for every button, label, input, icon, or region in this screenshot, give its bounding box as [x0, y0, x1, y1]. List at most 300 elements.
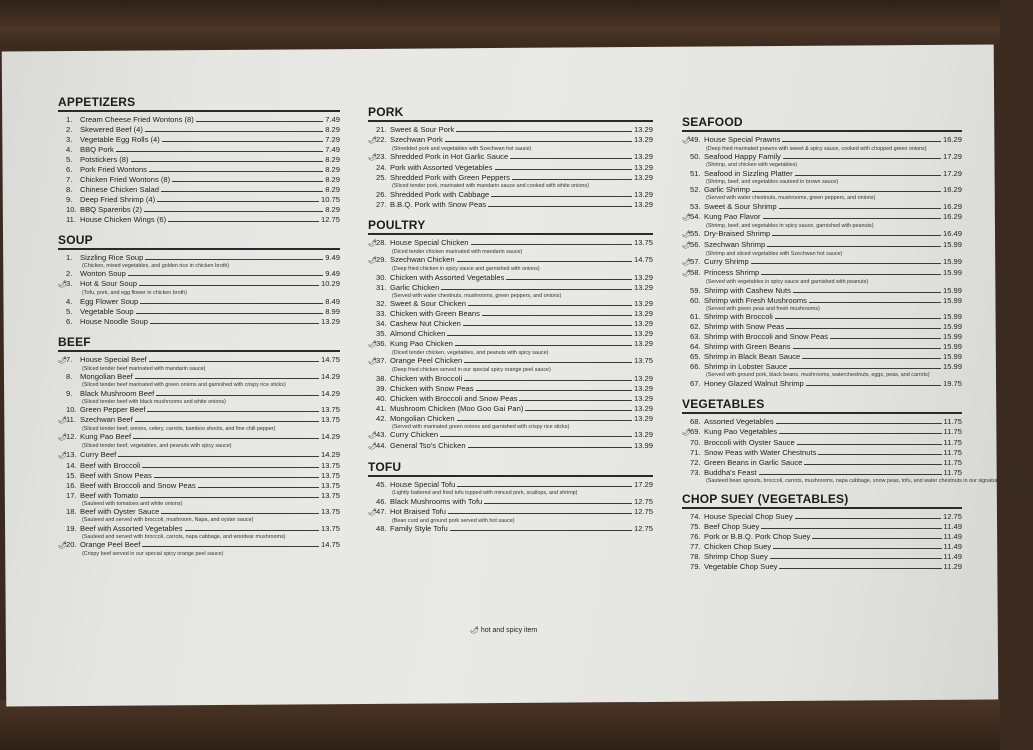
leader-line [448, 513, 632, 514]
item-number: 11. [66, 415, 76, 425]
item-price: 8.29 [325, 125, 340, 134]
item-name: Shrimp with Fresh Mushrooms [704, 295, 807, 305]
item-description: (Diced tender chicken marinated with mandarin sauce) [392, 248, 523, 255]
item-price: 13.29 [633, 163, 653, 173]
item-description: (Sliced tender beef marinated with mandarin sauce) [82, 365, 206, 372]
spicy-legend [470, 626, 537, 634]
leader-line [471, 244, 632, 245]
item-price: 13.29 [633, 152, 653, 162]
item-name: Curry Chicken [390, 430, 439, 440]
leader-line [476, 390, 632, 391]
item-number: 73. [690, 467, 701, 477]
item-number: 2. [66, 269, 73, 279]
leader-line [779, 433, 942, 434]
menu-item [682, 438, 962, 448]
section-divider [368, 233, 653, 235]
item-number: 31. [376, 282, 387, 292]
menu-section [682, 492, 962, 572]
item-price: 13.99 [633, 441, 653, 451]
item-name: House Special Prawns [704, 135, 781, 144]
item-price: 8.29 [325, 175, 340, 184]
item-number: 42. [376, 413, 387, 423]
menu-item [58, 405, 340, 415]
item-description: (Sliced tender beef, onions, celery, carrots, bamboo shoots, and fine chili pepper) [82, 426, 276, 433]
menu-item [368, 273, 653, 283]
item-number: 3. [66, 279, 73, 289]
item-description: (Served with marinated green onions and garnished with crispy rice sticks) [392, 423, 570, 430]
item-price: 19.75 [942, 378, 962, 388]
menu-item [682, 417, 962, 427]
section-title: BEEF [58, 334, 91, 349]
item-name: Beef with Snow Peas [80, 470, 152, 480]
item-name: Vegetable Chop Suey [704, 562, 778, 572]
leader-line [510, 158, 632, 159]
item-description: (Shrimp, and chicken with vegetables) [706, 162, 798, 169]
item-price: 13.29 [633, 282, 653, 292]
item-number: 46. [376, 496, 387, 506]
pepper-icon: 🌶 [682, 428, 691, 436]
item-price: 13.29 [633, 413, 653, 423]
item-name: General Tso's Chicken [390, 441, 466, 451]
menu-item [58, 297, 340, 307]
menu-item [58, 461, 340, 471]
item-price: 13.75 [320, 405, 340, 415]
menu-item [58, 185, 340, 195]
menu-item [58, 125, 340, 135]
menu-item [58, 115, 340, 125]
pepper-icon: 🌶 [58, 417, 67, 425]
item-number: 15. [66, 470, 77, 480]
section-divider [682, 412, 962, 414]
menu-item [58, 279, 340, 290]
menu-item [368, 507, 653, 518]
item-name: Pork Fried Wontons [80, 165, 147, 174]
leader-line [519, 400, 632, 401]
item-number: 78. [690, 552, 701, 562]
item-name: Shrimp with Green Beans [704, 342, 791, 352]
menu-item [368, 441, 653, 452]
menu-section [368, 460, 653, 534]
item-name: House Noodle Soup [80, 316, 148, 326]
item-description: (Bean curd and ground pork served with hot sauce) [392, 517, 515, 524]
item-name: B.B.Q. Pork with Snow Peas [390, 199, 487, 209]
item-price: 13.29 [633, 135, 653, 144]
item-price: 11.75 [943, 426, 962, 436]
item-description: (Diced tender chicken, vegetables, and peanuts with spicy sauce) [392, 350, 549, 357]
menu-item [58, 165, 340, 175]
pepper-icon: 🌶 [368, 137, 377, 144]
item-description: (Shrimp, beef, and vegetables sauteed in brown sauce) [706, 178, 839, 185]
item-number: 47. [376, 506, 387, 516]
item-name: Shrimp with Broccoli and Snow Peas [704, 332, 829, 342]
item-price: 14.29 [320, 388, 340, 398]
menu-item [368, 497, 653, 507]
leader-line [161, 191, 323, 192]
menu-item [58, 155, 340, 165]
menu-item [368, 404, 653, 414]
leader-line [139, 285, 319, 286]
item-number: 79. [690, 562, 701, 572]
item-name: Shrimp with Cashew Nuts [704, 285, 791, 295]
item-number: 4. [66, 296, 73, 306]
menu-item [58, 215, 340, 225]
menu-item [682, 512, 962, 522]
leader-line [795, 518, 941, 519]
leader-line [809, 302, 941, 303]
item-name: Buddha's Feast [704, 467, 757, 477]
leader-line [782, 141, 941, 142]
menu-item [58, 135, 340, 145]
pepper-icon: 🌶 [368, 443, 377, 451]
item-description: (Sliced tender beef with black mushrooms and white onions) [82, 398, 226, 405]
item-price: 14.75 [320, 354, 340, 364]
item-name: Black Mushrooms with Tofu [390, 496, 483, 506]
item-name: Shrimp Chop Suey [704, 552, 768, 562]
section-title: SOUP [58, 233, 93, 247]
leader-line [457, 486, 632, 487]
item-name: BBQ Pork [80, 145, 114, 154]
item-name: Beef with Broccoli [80, 460, 141, 470]
item-price: 15.99 [942, 342, 962, 352]
item-price: 13.29 [633, 383, 653, 393]
menu-item [368, 125, 653, 135]
pepper-icon: 🌶 [368, 154, 377, 162]
item-price: 13.75 [320, 460, 340, 470]
pepper-icon: 🌶 [682, 231, 691, 239]
item-price: 10.29 [320, 279, 340, 289]
item-name: Shrimp with Snow Peas [704, 322, 785, 332]
leader-line [150, 323, 319, 324]
leader-line [447, 335, 632, 336]
item-name: Shrimp in Lobster Sauce [704, 362, 788, 372]
leader-line [441, 289, 632, 290]
leader-line [759, 474, 942, 475]
leader-line [135, 421, 319, 422]
item-price: 13.29 [633, 393, 653, 403]
leader-line [128, 275, 323, 276]
item-price: 13.29 [633, 339, 653, 349]
item-price: 13.29 [633, 173, 653, 183]
menu-item [368, 339, 653, 350]
menu-item [682, 379, 962, 389]
item-number: 5. [66, 306, 73, 316]
item-number: 30. [376, 272, 387, 282]
section-title: VEGETABLES [682, 396, 765, 411]
item-name: Chicken with Broccoli and Snow Peas [390, 393, 518, 403]
section-title: POULTRY [368, 217, 426, 232]
menu-item [58, 175, 340, 185]
item-number: 55. [690, 229, 701, 239]
item-price: 17.29 [942, 152, 962, 162]
item-price: 13.29 [633, 125, 653, 134]
item-name: Assorted Vegetables [704, 416, 774, 426]
item-description: (Sauteed and served with broccoli, mushroom, Napa, and oyster sauce) [82, 517, 254, 524]
pepper-icon: 🌶 [682, 242, 691, 250]
menu-item [58, 507, 340, 517]
item-number: 44. [376, 441, 387, 451]
leader-line [133, 438, 319, 439]
menu-item [682, 458, 962, 468]
leader-line [161, 513, 319, 514]
item-description: (Sliced tender pork, marinated with mandarin sauce and cooked with white onions) [392, 183, 589, 190]
menu-item [682, 352, 962, 362]
menu-item [368, 394, 653, 404]
menu-item [58, 355, 340, 366]
menu-item [368, 384, 653, 394]
item-price: 13.75 [320, 523, 340, 533]
item-description: (Sliced tender beef, vegetables, and peanuts with spicy sauce) [82, 443, 232, 450]
item-price: 13.75 [633, 356, 653, 366]
table-surface-top [0, 0, 1000, 48]
item-price: 16.29 [942, 135, 962, 144]
item-description: (Sauteed bean sprouts, broccoli, carrots, mushrooms, napa cabbage, snow peas, tofu, and water chestnuts in our signature garlic sauce) [706, 477, 1033, 484]
item-number: 7. [66, 354, 73, 364]
item-price: 10.75 [320, 195, 340, 204]
menu-column-1 [58, 95, 340, 565]
item-number: 58. [690, 268, 701, 278]
leader-line [484, 503, 632, 504]
item-price: 8.29 [325, 205, 340, 214]
menu-item [58, 450, 340, 461]
item-name: Shredded Pork in Hot Garlic Sauce [390, 152, 509, 162]
menu-item [682, 322, 962, 332]
item-name: Beef with Oyster Sauce [80, 507, 160, 517]
leader-line [198, 487, 319, 488]
item-name: Black Mushroom Beef [80, 388, 155, 398]
item-number: 1. [66, 253, 73, 262]
section-divider [368, 475, 653, 477]
menu-section [58, 335, 340, 558]
item-name: Shredded Pork with Cabbage [390, 189, 490, 199]
item-number: 74. [690, 512, 701, 522]
item-name: Pork with Assorted Vegetables [390, 163, 493, 173]
item-number: 9. [66, 195, 73, 204]
item-price: 9.49 [325, 269, 340, 279]
item-price: 15.99 [942, 332, 962, 342]
leader-line [136, 313, 324, 314]
leader-line [135, 378, 319, 379]
leader-line [804, 464, 941, 465]
item-price: 13.75 [633, 237, 653, 247]
item-price: 8.29 [325, 165, 340, 174]
leader-line [793, 292, 941, 293]
item-number: 28. [376, 237, 387, 247]
item-price: 13.75 [320, 507, 340, 517]
item-price: 16.29 [942, 201, 962, 211]
item-name: Orange Peel Beef [80, 540, 141, 550]
item-name: Mongolian Beef [80, 372, 133, 382]
leader-line [156, 395, 319, 396]
item-name: Hot & Sour Soup [80, 279, 137, 289]
menu-item [368, 309, 653, 319]
item-price: 11.75 [943, 416, 962, 426]
menu-item [58, 317, 340, 327]
leader-line [456, 131, 632, 132]
menu-item [58, 145, 340, 155]
item-name: Chicken with Assorted Vegetables [390, 272, 505, 282]
item-number: 6. [66, 316, 73, 326]
menu-section [682, 115, 962, 389]
menu-item [58, 481, 340, 491]
item-name: Cream Cheese Fried Wontons (8) [80, 115, 194, 124]
menu-item [58, 269, 340, 279]
item-name: Egg Flower Soup [80, 296, 139, 306]
leader-line [761, 528, 941, 529]
item-description: (Served with water chestnuts, mushrooms, green peppers, and onions) [392, 292, 562, 299]
item-name: Kung Pao Flavor [704, 211, 761, 221]
item-name: Garlic Chicken [390, 282, 440, 292]
menu-item [368, 135, 653, 146]
menu-item [58, 471, 340, 481]
menu-item [368, 329, 653, 339]
item-name: Kung Pao Chicken [390, 339, 453, 349]
item-number: 54. [690, 211, 701, 221]
item-number: 65. [690, 352, 701, 362]
item-name: Green Beans in Garlic Sauce [704, 457, 803, 467]
item-name: Chicken Fried Wontons (8) [80, 175, 171, 184]
item-name: Green Pepper Beef [80, 405, 146, 415]
leader-line [457, 261, 632, 262]
leader-line [783, 158, 941, 159]
leader-line [154, 477, 319, 478]
pepper-icon: 🌶 [368, 257, 377, 265]
item-number: 60. [690, 295, 701, 305]
menu-item [682, 268, 962, 279]
menu-item [682, 542, 962, 552]
leader-line [789, 368, 941, 369]
item-price: 7.49 [325, 145, 340, 154]
pepper-icon: 🌶 [682, 213, 691, 221]
leader-line [140, 303, 323, 304]
item-description: (Sauteed with tomatoes and white onions) [82, 500, 183, 507]
menu-item [368, 190, 653, 200]
menu-item [682, 185, 962, 195]
item-price: 12.75 [633, 496, 653, 506]
item-name: Curry Shrimp [704, 257, 749, 267]
leader-line [797, 444, 942, 445]
item-name: Szechwan Pork [390, 135, 443, 144]
item-price: 16.29 [942, 211, 962, 221]
item-number: 53. [690, 201, 701, 211]
leader-line [140, 497, 319, 498]
item-number: 1. [66, 115, 73, 124]
item-number: 57. [690, 257, 701, 267]
item-price: 7.29 [325, 135, 340, 144]
leader-line [491, 196, 632, 197]
item-price: 13.75 [320, 470, 340, 480]
item-price: 13.29 [633, 272, 653, 282]
pepper-icon: 🌶 [470, 627, 479, 634]
item-price: 9.49 [325, 253, 340, 262]
item-number: 23. [376, 152, 387, 162]
item-name: House Special Tofu [390, 480, 456, 490]
pepper-icon: 🌶 [368, 341, 377, 349]
item-price: 12.75 [942, 512, 962, 522]
item-description: (Served with ground pork, black beans, mushrooms, waterchestnuts, eggs, peas, and carrots) [706, 372, 930, 379]
leader-line [440, 436, 632, 437]
leader-line [767, 246, 941, 247]
item-name: Chinese Chicken Salad [80, 185, 159, 194]
item-name: Orange Peel Chicken [390, 356, 463, 366]
item-name: Sweet & Sour Shrimp [704, 201, 777, 211]
menu-item [682, 362, 962, 372]
item-number: 64. [690, 342, 701, 352]
leader-line [147, 411, 319, 412]
item-name: Szechwan Beef [80, 415, 133, 425]
pepper-icon: 🌶 [58, 356, 67, 364]
item-name: Wonton Soup [80, 269, 126, 279]
leader-line [196, 121, 323, 122]
item-description: (Deep fried marinated prawns with sweet & spicy sauce, cooked with chopped green onions) [706, 146, 927, 152]
leader-line [116, 151, 323, 152]
item-name: Szechwan Chicken [390, 255, 455, 265]
menu-item [368, 356, 653, 367]
item-number: 34. [376, 319, 387, 329]
item-name: House Chicken Wings (6) [80, 215, 167, 224]
item-name: Shrimp with Broccoli [704, 312, 773, 322]
item-number: 38. [376, 373, 387, 383]
item-description: (Crispy beef served in our special spicy orange peel sauce) [82, 551, 224, 558]
pepper-icon: 🌶 [58, 451, 67, 459]
item-name: Seafood Happy Family [704, 152, 781, 162]
leader-line [149, 171, 323, 172]
item-price: 15.99 [942, 352, 962, 362]
menu-item [58, 415, 340, 426]
pepper-icon: 🌶 [682, 137, 691, 144]
item-number: 76. [690, 532, 701, 542]
section-divider [368, 120, 653, 122]
item-number: 4. [66, 145, 73, 154]
item-number: 2. [66, 125, 73, 134]
item-description: (Deep fried chicken served in our special spicy orange peel sauce) [392, 367, 551, 374]
item-price: 12.75 [633, 506, 653, 516]
section-divider [682, 507, 962, 509]
leader-line [761, 274, 941, 275]
item-price: 15.99 [942, 257, 962, 267]
item-name: Skewered Beef (4) [80, 125, 143, 134]
item-name: Kung Pao Vegetables [704, 426, 778, 436]
menu-item [368, 173, 653, 183]
item-price: 13.75 [320, 490, 340, 500]
item-number: 71. [690, 447, 701, 457]
leader-line [776, 423, 942, 424]
pepper-icon: 🌶 [368, 508, 377, 516]
item-description: (Shrimp and sliced vegetables with Szechwan hot sauce) [706, 251, 843, 258]
item-name: Beef with Assorted Vegetables [80, 523, 183, 533]
leader-line [812, 538, 941, 539]
leader-line [773, 548, 941, 549]
item-number: 68. [690, 416, 701, 426]
item-number: 52. [690, 185, 701, 195]
item-price: 15.99 [942, 312, 962, 322]
pepper-icon: 🌶 [682, 259, 691, 267]
item-name: House Special Beef [80, 354, 147, 364]
menu-item [682, 296, 962, 306]
item-price: 14.75 [633, 255, 653, 265]
menu-item [58, 253, 340, 263]
leader-line [751, 263, 941, 264]
item-name: Seafood in Sizzling Platter [704, 168, 793, 178]
menu-item [368, 200, 653, 210]
item-description: (Served with vegetables in spicy sauce and garnished with peanuts) [706, 279, 869, 286]
item-price: 11.75 [943, 447, 962, 457]
item-number: 35. [376, 329, 387, 339]
item-price: 11.75 [943, 437, 962, 447]
item-number: 26. [376, 189, 387, 199]
item-number: 19. [66, 523, 77, 533]
item-name: Kung Pao Beef [80, 432, 132, 442]
menu-item [682, 229, 962, 240]
